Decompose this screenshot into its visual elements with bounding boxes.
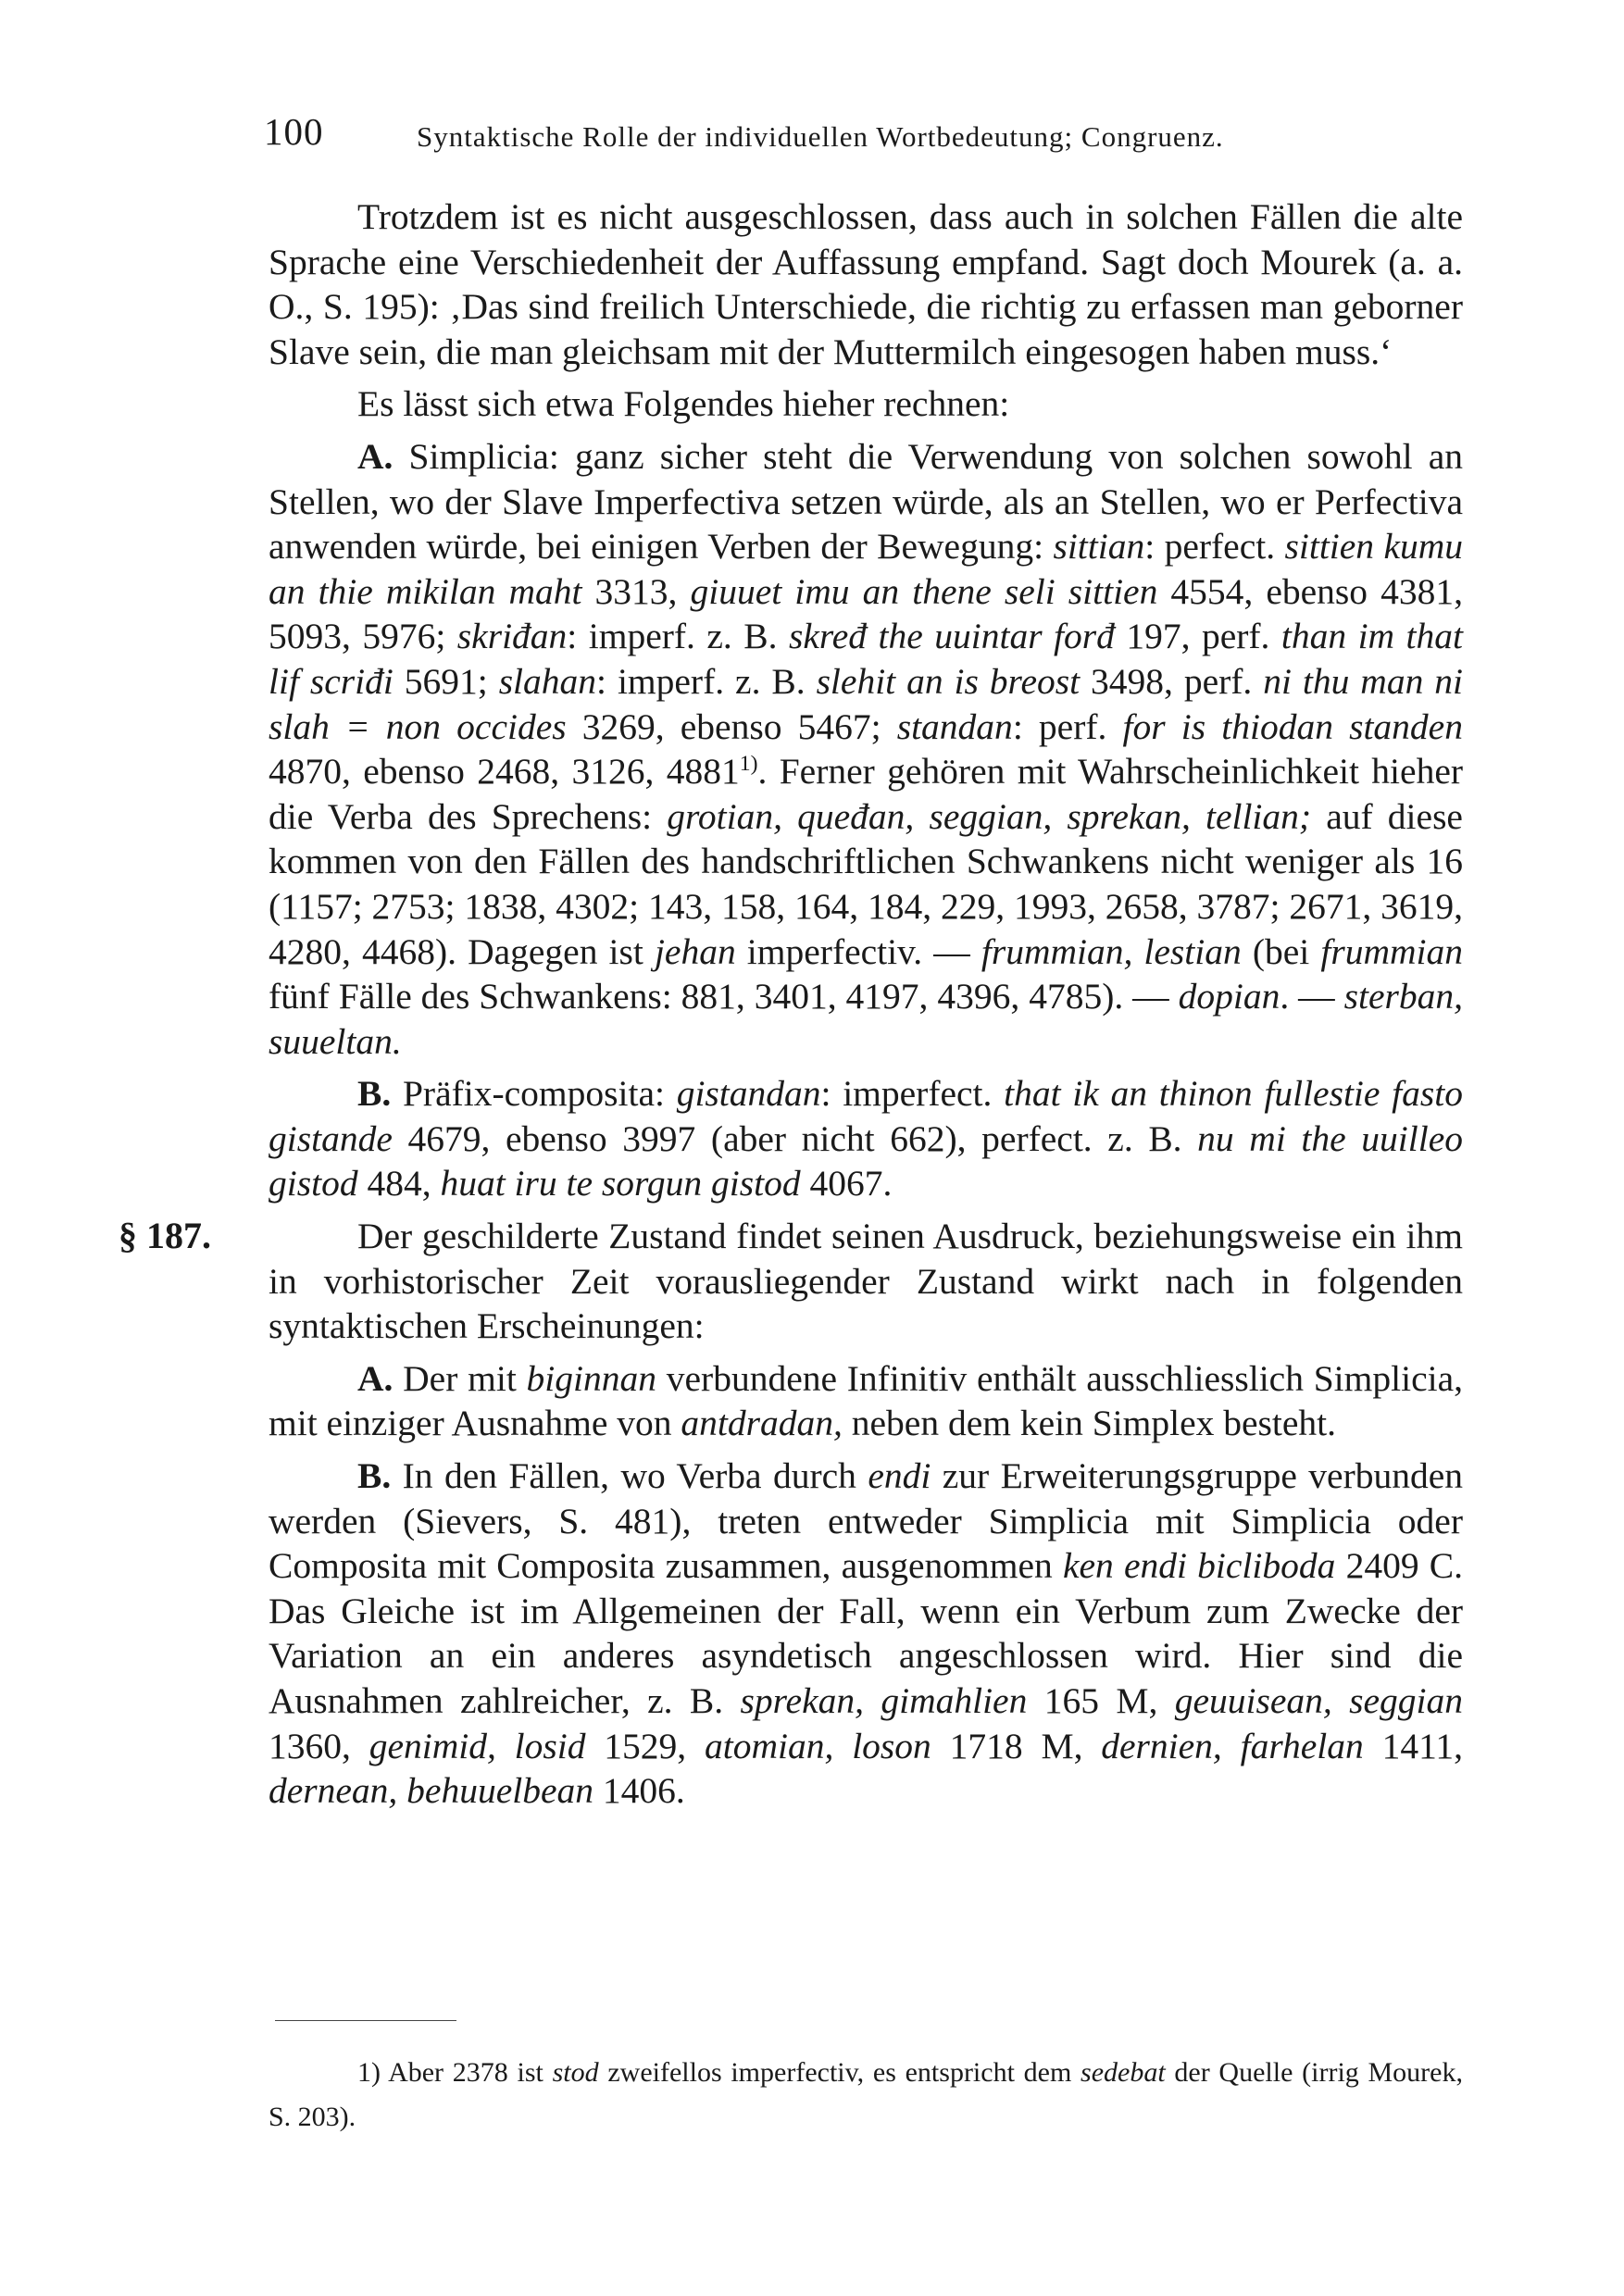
- paragraph-a-simplicia: A. Simplicia: ganz sicher steht die Verwendung von solchen sowohl an Stellen, wo der Slave Imperfectiva setzen würde, als an Stellen, wo er Perfectiva anwenden würde, bei einigen Verben der Bewegung: sittian: perfect. sittien kumu an thie mikilan maht 3313, giuuet imu an thene seli sittien 4554, ebenso 4381, 5093, 5976; skriđan: imperf. z. B. skređ the uuintar forđ 197, perf. than im that lif scriđi 5691; slahan: imperf. z. B. slehit an is breost 3498, perf. ni thu man ni slah = non occides 3269, ebenso 5467; standan: perf. for is thiodan standen 4870, ebenso 2468, 3126, 4881$^{1)}$. Ferner gehören mit Wahrscheinlichkeit hieher die Verba des Sprechens: grotian, queđan, seggian, sprekan, tellian; auf diese kommen von den Fällen des handschriftlichen Schwankens nicht weniger als 16 (1157; 2753; 1838, 4302; 143, 158, 164, 184, 229, 1993, 2658, 3787; 2671, 3619, 4280, 4468). Dagegen ist jehan imperfectiv. — frummian, lestian (bei frummian fünf Fälle des Schwankens: 881, 3401, 4197, 4396, 4785). — dopian. — sterban, suueltan.: [269, 435, 1464, 1062]
- section-label: § 187.: [119, 1215, 211, 1257]
- section-187: § 187. Der geschilderte Zustand findet seinen Ausdruck, beziehungsweise ein ihm in vorhistorischer Zeit vorausliegender Zustand wirkt nach in folgenden syntaktischen Erscheinungen:: [119, 1215, 1463, 1347]
- page-header: [264, 109, 1468, 165]
- page-number: 100: [264, 110, 324, 153]
- footnote-marker: 1): [357, 2057, 381, 2088]
- paragraph-intro-list: Es lässt sich etwa Folgendes hieher rechnen:: [357, 383, 1010, 425]
- paragraph-b-praefix-composita: B. Präfix-composita: gistandan: imperfect. that ik an thinon fullestie fasto gistande 4679, ebenso 3997 (aber nicht 662), perfect. z. B. nu mi the uuilleo gistod 484, huat iru te sorgun gistod 4067.: [269, 1073, 1464, 1204]
- running-title: Syntaktische Rolle der individuellen Wortbedeutung; Congruenz.: [417, 120, 1224, 153]
- body-text: [119, 194, 1464, 1814]
- paragraph-b-endi: B. In den Fällen, wo Verba durch endi zur Erweiterungsgruppe verbunden werden (Sievers, S. 481), treten entweder Simplicia mit Simplicia oder Composita mit Composita zusammen, ausgenommen ken endi bicliboda 2409 C. Das Gleiche ist im Allgemeinen der Fall, wenn ein Verbum zum Zwecke der Variation an ein anderes asyndetisch angeschlossen wird. Hier sind die Ausnahmen zahlreicher, z. B. sprekan, gimahlien 165 M, geuuisean, seggian 1360, genimid, losid 1529, atomian, loson 1718 M, dernien, farhelan 1411, dernean, behuuelbean 1406.: [269, 1455, 1464, 1812]
- item-marker: B.: [357, 1073, 392, 1115]
- footnote: 1) Aber 2378 ist stod zweifellos imperfectiv, es entspricht dem sedebat der Quelle (irrig Mourek, S. 203).: [269, 2057, 1463, 2132]
- paragraph-a-biginnan: A. Der mit biginnan verbundene Infinitiv enthält ausschliesslich Simplicia, mit einziger Ausnahme von antdradan, neben dem kein Simplex besteht.: [269, 1357, 1463, 1444]
- item-marker: B.: [357, 1455, 392, 1497]
- footnote-reference: 1): [739, 751, 758, 776]
- item-marker: A.: [357, 1357, 394, 1399]
- footnote-divider: [275, 2020, 456, 2021]
- paragraph-mourek: Trotzdem ist es nicht ausgeschlossen, dass auch in solchen Fällen die alte Sprache eine Verschiedenheit der Auffassung empfand. Sagt doch Mourek (a. a. O., S. 195): ‚Das sind freilich Unterschiede, die richtig zu erfassen man geborner Slave sein, die man gleichsam mit der Muttermilch eingesogen haben muss.‘: [269, 196, 1463, 372]
- item-marker: A.: [357, 435, 394, 477]
